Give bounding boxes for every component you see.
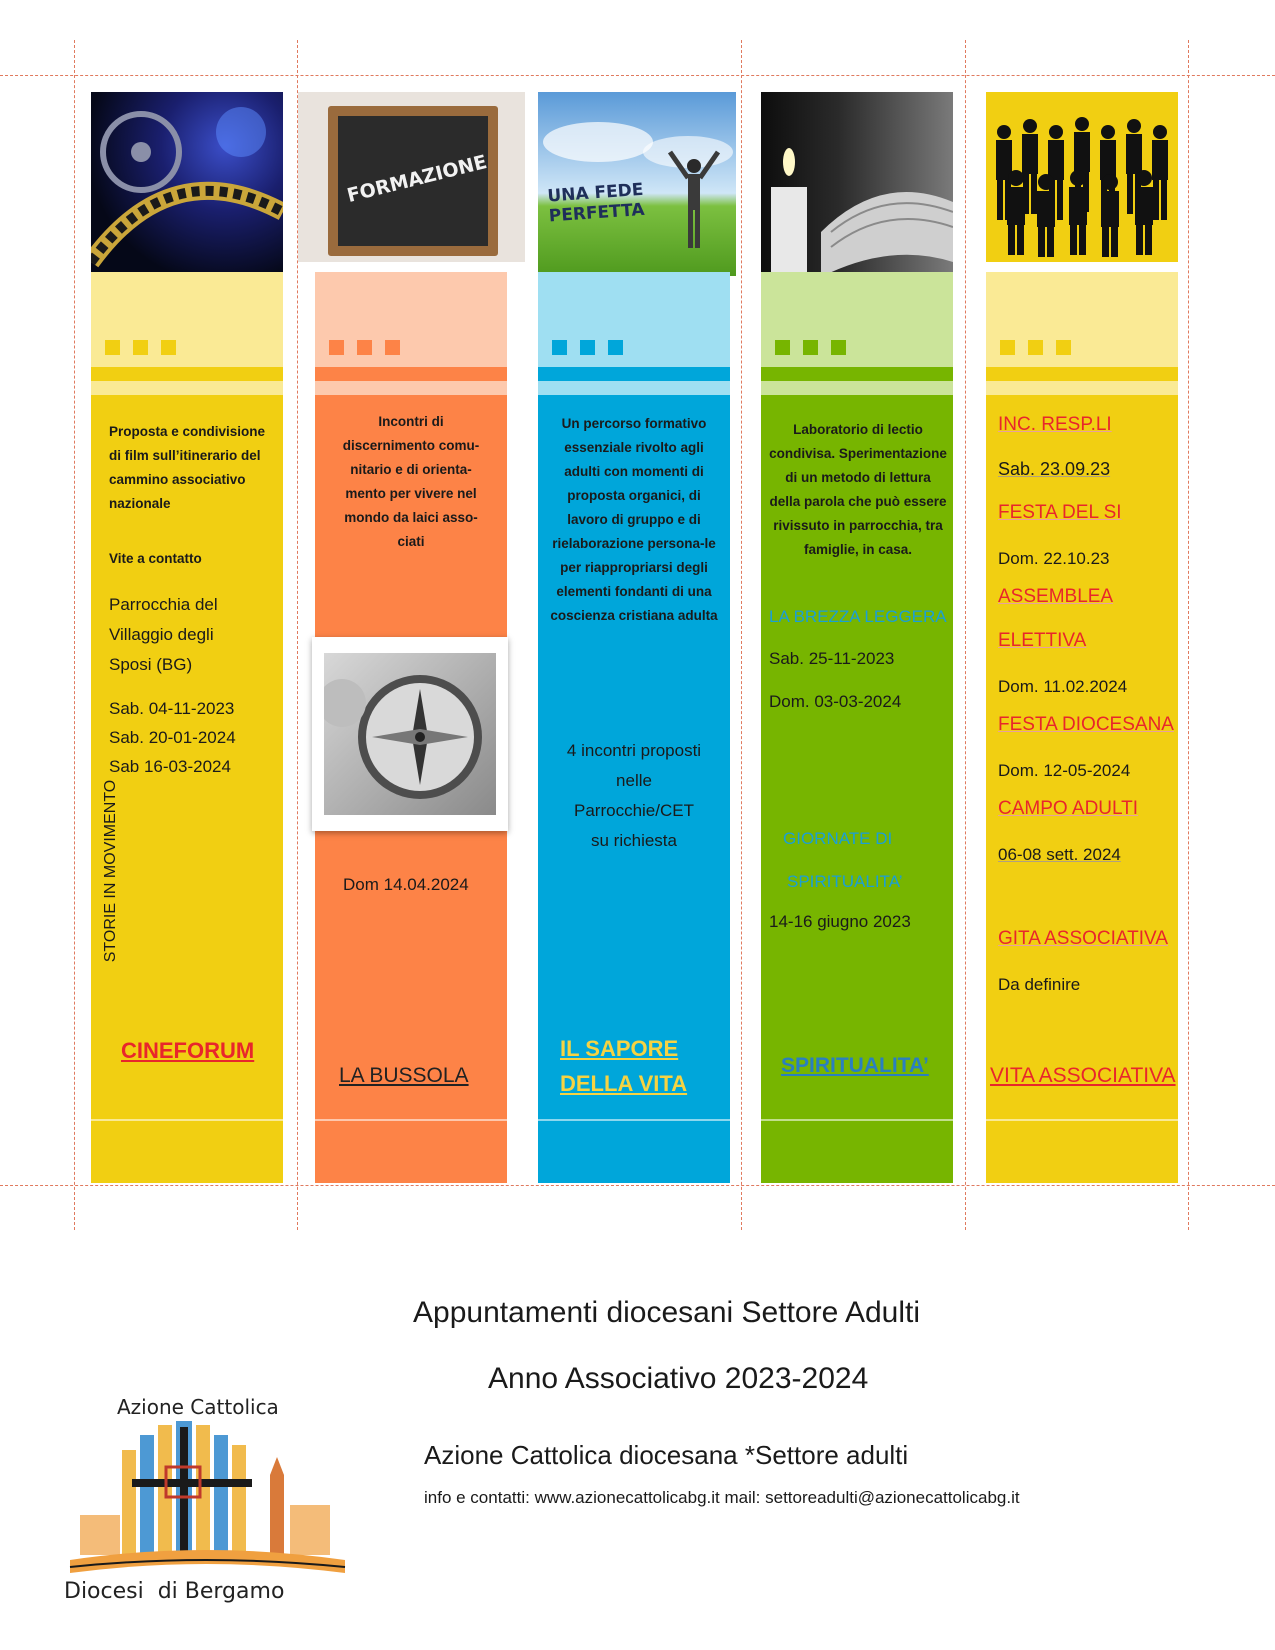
deco-square <box>1056 340 1071 355</box>
deco-square <box>831 340 846 355</box>
fede-label: UNA FEDE PERFETTA <box>546 179 646 227</box>
light-gap <box>761 381 953 395</box>
deco-square <box>803 340 818 355</box>
footer-rule <box>538 1119 730 1121</box>
sapore-title-line2: DELLA VITA <box>560 1071 688 1096</box>
cineforum-date-2: Sab. 20-01-2024 <box>109 728 236 747</box>
deco-square <box>608 340 623 355</box>
cut-guide-bottom <box>0 1185 1275 1186</box>
una-fede-perfetta-image <box>538 92 736 276</box>
spiritualita-intro: Laboratorio di lectio condivisa. Sperimentazione di un metodo di lettura della parola che può essere rivissuto in parrocchia, tra famiglie, in casa. <box>769 422 947 557</box>
spiritualita-title: SPIRITUALITA’ <box>781 1054 929 1077</box>
bookmark-vita-associativa <box>986 92 1178 1172</box>
vita-event-2: FESTA DEL SI <box>998 502 1122 523</box>
cineforum-vertical-label: STORIE IN MOVIMENTO <box>102 779 119 963</box>
deco-square <box>133 340 148 355</box>
vita-date-1: Sab. 23.09.23 <box>998 459 1111 479</box>
bussola-intro: Incontri di discernimento comu-nitario e di orienta-mento per vivere nel mondo da laici asso-ciati <box>342 414 480 549</box>
deco-square <box>775 340 790 355</box>
vita-event-3a: ASSEMBLEA <box>998 586 1114 607</box>
film-strip-icon <box>91 92 283 272</box>
compass-icon <box>324 653 496 815</box>
cineforum-intro: Proposta e condivisione di film sull’itinerario del cammino associativo nazionale <box>109 424 266 511</box>
vita-title: VITA ASSOCIATIVA <box>990 1064 1176 1087</box>
light-gap <box>538 381 730 395</box>
sapore-intro: Un percorso formativo essenziale rivolto agli adulti con momenti di proposta organici, di lavoro di gruppo e di rielaborazione persona-le per riappropriarsi degli elementi fondanti di una coscienza cristiana adulta <box>550 416 718 623</box>
spiritualita-date-1: Sab. 25-11-2023 <box>769 649 895 668</box>
color-stripe <box>986 367 1178 381</box>
crowd-silhouettes-image <box>986 92 1178 262</box>
cineforum-title: CINEFORUM <box>121 1038 255 1063</box>
light-gap <box>986 381 1178 395</box>
spiritualita-sub-giornate-2: SPIRITUALITA’ <box>787 872 903 891</box>
footer-contacts: info e contatti: www.azionecattolicabg.it mail: settoreadulti@azionecattolicabg.it <box>424 1488 1020 1507</box>
cineforum-date-1: Sab. 04-11-2023 <box>109 699 235 718</box>
sapore-title-line1: IL SAPORE <box>560 1036 679 1061</box>
cut-guide-v4 <box>965 40 966 1230</box>
cross-city-icon <box>60 1395 350 1610</box>
formazione-chalkboard-image <box>298 92 525 262</box>
light-gap <box>315 381 507 395</box>
cut-guide-top <box>0 75 1275 76</box>
bookmark-il-sapore-della-vita <box>538 92 730 1172</box>
vita-date-5: 06-08 sett. 2024 <box>998 845 1121 864</box>
deco-square <box>329 340 344 355</box>
cineforum-subtitle: Vite a contatto <box>109 551 202 566</box>
vita-date-2: Dom. 22.10.23 <box>998 549 1110 568</box>
cut-guide-v1 <box>74 40 75 1230</box>
cut-guide-v5 <box>1188 40 1189 1230</box>
footer-rule <box>315 1119 507 1121</box>
azione-cattolica-logo <box>60 1395 350 1610</box>
logo-text-bottom: Diocesi di Bergamo <box>64 1579 285 1604</box>
spiritualita-sub-brezza: LA BREZZA LEGGERA <box>769 607 947 626</box>
color-stripe <box>91 367 283 381</box>
cut-guide-v3 <box>741 40 742 1230</box>
formazione-label: FORMAZIONE <box>344 150 490 208</box>
vita-event-5: CAMPO ADULTI <box>998 798 1139 819</box>
cineforum-date-3: Sab 16-03-2024 <box>109 757 231 776</box>
film-reel-image <box>91 92 283 272</box>
footer-rule <box>761 1119 953 1121</box>
vita-event-6: GITA ASSOCIATIVA <box>998 928 1168 949</box>
spiritualita-date-2: Dom. 03-03-2024 <box>769 692 902 711</box>
people-group-icon <box>986 92 1178 262</box>
bookmark-cineforum <box>91 92 283 1172</box>
bussola-date: Dom 14.04.2024 <box>343 875 469 894</box>
vita-event-3b: ELETTIVA <box>998 630 1087 651</box>
spiritualita-sub-giornate: GIORNATE DI <box>783 829 893 848</box>
sapore-note: 4 incontri proposti nelle Parrocchie/CET su richiesta <box>566 741 702 850</box>
footer-rule <box>91 1119 283 1121</box>
deco-square <box>161 340 176 355</box>
color-stripe <box>761 367 953 381</box>
compass-photo <box>312 637 508 831</box>
deco-square <box>552 340 567 355</box>
bussola-title: LA BUSSOLA <box>339 1064 469 1087</box>
candle-icon <box>761 92 953 277</box>
bookmark-la-bussola <box>315 92 507 1172</box>
footer-org: Azione Cattolica diocesana *Settore adulti <box>424 1440 909 1470</box>
candle-book-image <box>761 92 953 277</box>
footer-heading-2: Anno Associativo 2023-2024 <box>488 1362 869 1395</box>
vita-event-4: FESTA DIOCESANA <box>998 714 1174 735</box>
vita-date-6: Da definire <box>998 975 1081 994</box>
color-stripe <box>538 367 730 381</box>
footer-rule <box>986 1119 1178 1121</box>
cineforum-place: Parrocchia del Villaggio degli Sposi (BG) <box>109 595 218 674</box>
footer-heading-1: Appuntamenti diocesani Settore Adulti <box>413 1296 920 1329</box>
deco-square <box>1000 340 1015 355</box>
deco-square <box>357 340 372 355</box>
bookmark-spiritualita <box>761 92 953 1172</box>
light-gap <box>91 381 283 395</box>
deco-square <box>1028 340 1043 355</box>
color-stripe <box>315 367 507 381</box>
vita-event-1: INC. RESP.LI <box>998 414 1112 435</box>
deco-square <box>580 340 595 355</box>
logo-text-top: Azione Cattolica <box>117 1395 279 1419</box>
deco-square <box>385 340 400 355</box>
spiritualita-date-3: 14-16 giugno 2023 <box>769 912 911 931</box>
vita-date-4: Dom. 12-05-2024 <box>998 761 1131 780</box>
deco-square <box>105 340 120 355</box>
vita-date-3: Dom. 11.02.2024 <box>998 677 1128 696</box>
